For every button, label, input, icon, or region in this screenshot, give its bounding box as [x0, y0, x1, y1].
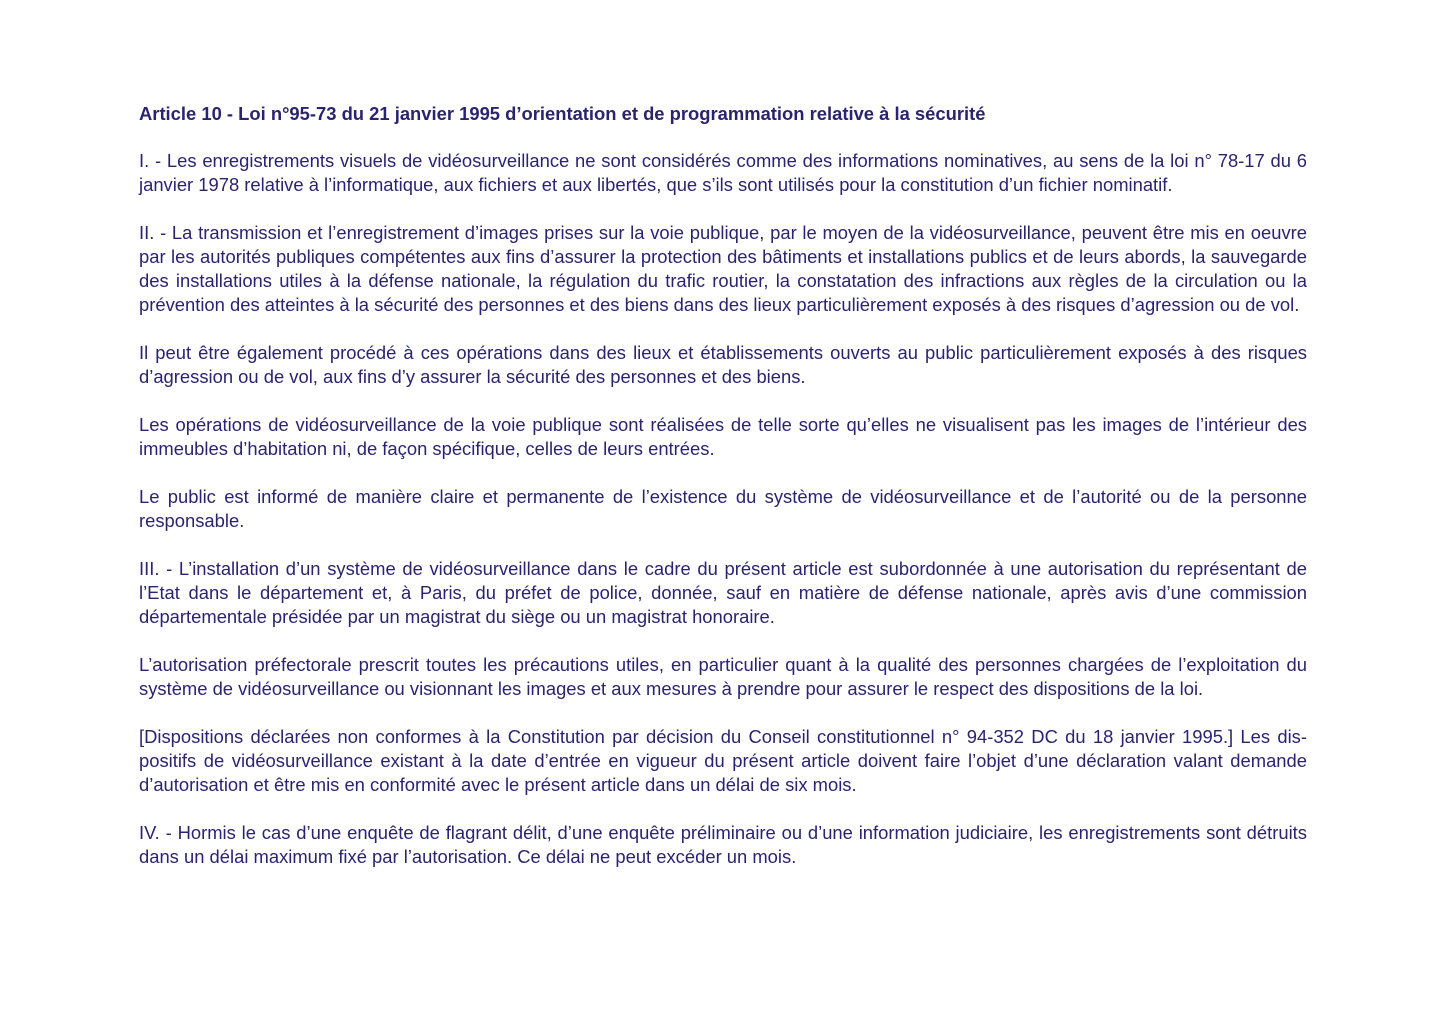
paragraph-section-i: I. - Les enregistrements visuels de vidéosurveillance ne sont considérés comme des informations nominatives, au sens de la loi n° 78-17 du 6 janvier 1978 relative à l’informatique, aux fichiers et aux libertés, que s’ils sont utilisés pour la constitution d’un fichier nominatif.: [139, 150, 1307, 195]
document-page: [139, 101, 1307, 893]
paragraph-public-information: Le public est informé de manière claire et permanente de l’existence du système de vidéosurveillance et de l’autorité ou de la personne responsable.: [139, 486, 1307, 531]
paragraph-private-buildings: Les opérations de vidéosurveillance de la voie publique sont réalisées de telle sorte qu’elles ne visualisent pas les images de l’intérieur des immeubles d’habitation ni, de façon spécifique, celles de leurs entrées.: [139, 414, 1307, 459]
paragraph-public-places: Il peut être également procédé à ces opérations dans des lieux et établissements ouverts au public particulièrement exposés à des risques d’agression ou de vol, aux fins d’y assurer la sécurité des personnes et des biens.: [139, 342, 1307, 387]
document-title: Article 10 - Loi n°95-73 du 21 janvier 1995 d’orientation et de programmation relative à la sécurité: [139, 103, 986, 124]
paragraph-section-iv: IV. - Hormis le cas d’une enquête de flagrant délit, d’une enquête préliminaire ou d’une information judiciaire, les enregistrements sont détruits dans un délai maximum fixé par l’autorisation. Ce délai ne peut excéder un mois.: [139, 822, 1307, 867]
paragraph-prefectoral-authorization: L’autorisation préfectorale prescrit toutes les précautions utiles, en particulier quant à la qualité des personnes chargées de l’exploitation du système de vidéosurveillance ou visionnant les images et aux mesures à prendre pour assurer le respect des dispositions de la loi.: [139, 654, 1307, 699]
paragraph-section-iii: III. - L’installation d’un système de vidéosurveillance dans le cadre du présent article est subordonnée à une autorisation du représentant de l’Etat dans le département et, à Paris, du préfet de police, donnée, sauf en matière de défense nationale, après avis d’une commission départementale présidée par un magistrat du siège ou un magistrat honoraire.: [139, 558, 1307, 627]
paragraph-section-ii: II. - La transmission et l’enregistrement d’images prises sur la voie publique, par le moyen de la vidéosurveillance, peuvent être mis en oeuvre par les autorités publiques compétentes aux fins d’assurer la protection des bâtiments et installations publics et de leurs abords, la sauvegarde des installations utiles à la défense nationale, la régulation du trafic routier, la constatation des infractions aux règles de la circulation ou la prévention des atteintes à la sécurité des personnes et des biens dans des lieux particulièrement exposés à des risques d’agression ou de vol.: [139, 222, 1307, 315]
paragraph-constitutional-decision: [Dispositions déclarées non conformes à la Constitution par décision du Conseil constitutionnel n° 94-352 DC du 18 janvier 1995.] Les dis-positifs de vidéosurveillance existant à la date d’entrée en vigueur du présent article doivent faire l’objet d’une déclaration valant demande d’autorisation et être mis en conformité avec le présent article dans un délai de six mois.: [139, 726, 1307, 795]
